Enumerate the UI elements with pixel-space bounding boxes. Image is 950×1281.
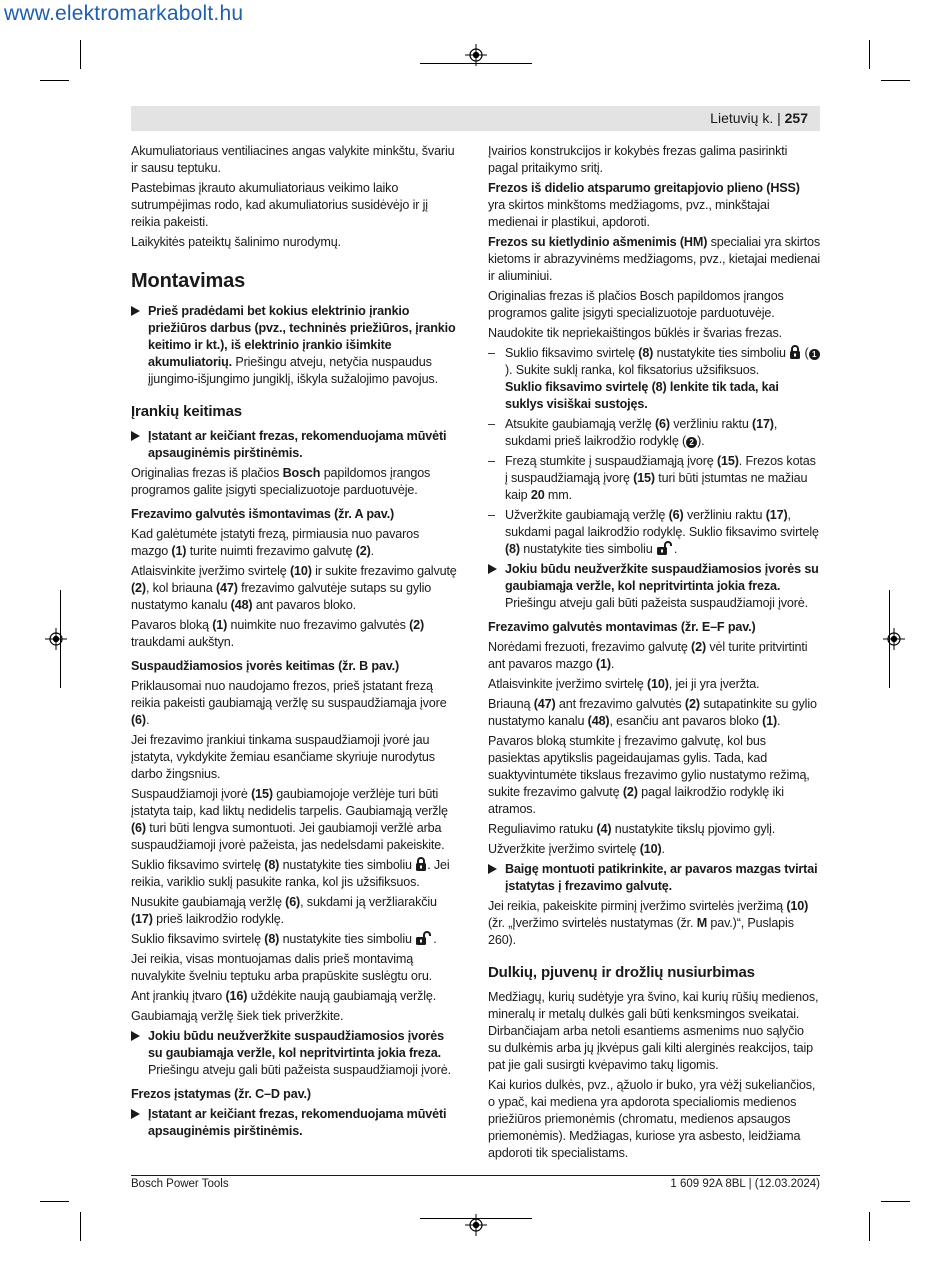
paragraph: Laikykitės pateiktų šalinimo nurodymų. (131, 235, 341, 249)
crop-mark (420, 1218, 532, 1219)
paragraph: Jei reikia, pakeiskite pirminį įveržimo svirtelės įveržimą (10) (žr. „Įveržimo svirtelės nustatymas (žr. M pav.)“, Puslapis 260). (488, 899, 809, 947)
bullet-triangle-icon (488, 564, 497, 574)
paragraph: Originalias frezas iš plačios Bosch papildomos įrangos programos galite įsigyti specializuotoje parduotuvėje. (131, 466, 431, 497)
subsection-heading: Dulkių, pjuvenų ir drožlių nusiurbimas (488, 964, 755, 981)
step-number-badge: 1 (809, 349, 820, 360)
paragraph: Norėdami frezuoti, frezavimo galvutę (2) vėl turite pritvirtinti ant pavaros mazgo (1). (488, 640, 808, 671)
paragraph: Naudokite tik nepriekaištingos būklės ir švarias frezas. (488, 326, 782, 340)
registration-mark-icon (883, 628, 905, 650)
crop-mark (40, 1201, 69, 1202)
paragraph: Pavaros bloką stumkite į frezavimo galvutę, kol bus pasiektas apytikslis pageidaujamas gylis. Tada, kad suaktyvintumėte tikslaus frezavimo gylio nustatymo režimą, sukite frezavimo galvutę (2) pagal laikrodžio rodyklę iki atramos. (488, 734, 810, 816)
paragraph: Medžiagų, kurių sudėtyje yra švino, kai kurių rūšių medienos, mineralų ir metalų dulkės gali būti kenksmingos sveikatai. Dirbančiajam arba netoli esantiems asmenims nuo sąlyčio su dulkėmis arba jų įkvėpus gali kilti alerginės reakcijos, taip pat jie gali susirgti kvėpavimo takų ligomis. (488, 990, 819, 1072)
lock-icon (789, 345, 801, 359)
paragraph: Pavaros bloką (1) nuimkite nuo frezavimo galvutės (2) traukdami aukštyn. (131, 618, 425, 649)
paragraph: Priklausomai nuo naudojamo frezos, prieš įstatant frezą reikia pakeisti gaubiamąją veržlę su suspaudžiamąja įvore (6). (131, 679, 447, 727)
warning-item: Įstatant ar keičiant frezas, rekomenduojama mūvėti apsauginėmis pirštinėmis. (131, 1106, 457, 1140)
paragraph: Užveržkite įveržimo svirtelę (10). (488, 842, 665, 856)
paragraph: Pastebimas įkrauto akumuliatoriaus veikimo laiko sutrumpėjimas rodo, kad akumuliatorius susidėvėjo ir jį reikia pakeisti. (131, 181, 428, 229)
paragraph: Frezos iš didelio atsparumo greitapjovio plieno (HSS) yra skirtos minkštoms medžiagoms, pvz., minkštajai medienai ir plastikui, apdoroti. (488, 181, 800, 229)
crop-mark (80, 1212, 81, 1241)
paragraph: Briauną (47) ant frezavimo galvutės (2) sutapatinkite su gylio nustatymo kanalu (48), esančiu ant pavaros bloko (1). (488, 697, 817, 728)
paragraph: Įvairios konstrukcijos ir kokybės frezas galima pasirinkti pagal pritaikymo sritį. (488, 144, 788, 175)
crop-mark (60, 590, 61, 688)
section-heading: Montavimas (131, 270, 246, 292)
paragraph: Suklio fiksavimo svirtelę (8) nustatykite ties simboliu . Jei reikia, variklio suklį pasukite ranka, kol jis užsifiksuos. (131, 858, 450, 889)
warning-item: Įstatant ar keičiant frezas, rekomenduojama mūvėti apsauginėmis pirštinėmis. (131, 428, 457, 462)
paragraph: Frezos su kietlydinio ašmenimis (HM) specialiai yra skirtos kietoms ir abrazyvinėms medžiagoms, pvz., kietajai medienai ir aliuminiui. (488, 235, 821, 283)
page-header: Lietuvių k. | 257 (710, 110, 808, 126)
header-section: Lietuvių k. (710, 110, 774, 126)
step-number-badge: 2 (686, 437, 697, 448)
unlock-icon (415, 931, 433, 945)
procedure-heading: Frezavimo galvutės montavimas (žr. E–F pav.) (488, 620, 756, 634)
bullet-triangle-icon (131, 1109, 140, 1119)
paragraph: Jei reikia, visas montuojamas dalis prieš montavimą nuvalykite švelniu teptuku arba prapūskite suslėgtu oru. (131, 952, 433, 983)
crop-mark (869, 40, 870, 69)
right-column (488, 143, 820, 1165)
procedure-heading: Suspaudžiamosios įvorės keitimas (žr. B pav.) (131, 659, 400, 673)
paragraph: Gaubiamąją veržlę šiek tiek priveržkite. (131, 1009, 344, 1023)
lock-icon (415, 857, 427, 871)
subsection-heading: Įrankių keitimas (131, 403, 242, 420)
footer-doc-id: 1 609 92A 8BL | (12.03.2024) (670, 1178, 820, 1190)
step-item: – Frezą stumkite į suspaudžiamąją įvorę (15). Frezos kotas į suspaudžiamąją įvorę (15) turi būti įstumtas ne mažiau kaip 20 mm. (488, 454, 816, 502)
paragraph: Kai kurios dulkės, pvz., ąžuolo ir buko, yra vėžį sukeliančios, o ypač, kai mediena yra apdorota specialiomis medienos priežiūros priemonėmis (chromatu, medienos apsaugos priemonėmis). Medžiagas, kuriose yra asbesto, leidžiama apdoroti tik specialistams. (488, 1078, 816, 1160)
procedure-heading: Frezavimo galvutės išmontavimas (žr. A pav.) (131, 507, 395, 521)
paragraph: Reguliavimo ratuku (4) nustatykite tikslų pjovimo gylį. (488, 822, 776, 836)
crop-mark (881, 1201, 910, 1202)
paragraph: Nusukite gaubiamąją veržlę (6), sukdami ją veržliarakčiu (17) prieš laikrodžio rodyklę. (131, 895, 437, 926)
bullet-triangle-icon (131, 431, 140, 441)
procedure-heading: Frezos įstatymas (žr. C–D pav.) (131, 1087, 311, 1101)
crop-mark (869, 1212, 870, 1241)
site-watermark[interactable]: www.elektromarkabolt.hu (4, 2, 244, 25)
crop-mark (420, 63, 532, 64)
crop-mark (40, 80, 69, 81)
registration-mark-icon (45, 628, 67, 650)
crop-mark (889, 590, 890, 688)
footer-rule (131, 1175, 820, 1176)
unlock-icon (656, 541, 674, 555)
footer-brand: Bosch Power Tools (131, 1178, 229, 1190)
paragraph: Kad galėtumėte įstatyti frezą, pirmiausia nuo pavaros mazgo (1) turite nuimti frezavimo galvutę (2). (131, 527, 420, 558)
warning-item: Baigę montuoti patikrinkite, ar pavaros mazgas tvirtai įstatytas į frezavimo galvutę. (488, 861, 820, 895)
warning-item: Jokiu būdu neužveržkite suspaudžiamosios įvorės su gaubiamąja veržle, kol nepritvirtinta jokia freza. Priešingu atveju gali būti pažeista suspaudžiamoji įvorė. (488, 561, 820, 612)
paragraph: Originalias frezas iš plačios Bosch papildomos įrangos programos galite įsigyti specializuotoje parduotuvėje. (488, 289, 784, 320)
page-number: 257 (784, 110, 808, 126)
paragraph: Suspaudžiamoji įvorė (15) gaubiamojoje veržlėje turi būti įstatyta taip, kad liktų nedidelis tarpelis. Gaubiamąją veržlę (6) turi būti lengva sumontuoti. Jei gaubiamoji veržlė arba suspaudžiamoji įvorė pažeista, jas nedelsdami pakeiskite. (131, 787, 448, 852)
paragraph: Jei frezavimo įrankiui tinkama suspaudžiamoji įvorė jau įstatyta, vykdykite žemiau esančiame skyriuje nurodytus darbo žingsnius. (131, 733, 435, 781)
left-column (131, 143, 457, 1143)
paragraph: Ant įrankių įtvaro (16) uždėkite naują gaubiamąją veržlę. (131, 989, 437, 1003)
bullet-triangle-icon (131, 1031, 140, 1041)
paragraph: Suklio fiksavimo svirtelę (8) nustatykite ties simboliu . (131, 932, 437, 946)
warning-item: Prieš pradėdami bet kokius elektrinio įrankio priežiūros darbus (pvz., techninės priežiūros, įrankio keitimo ir kt.), iš elektrinio įrankio išimkite akumuliatorių. Priešingu atveju, netyčia nuspaudus įjungimo-išjungimo jungiklį, iškyla sužalojimo pavojus. (131, 303, 457, 388)
crop-mark (80, 40, 81, 69)
bullet-triangle-icon (131, 306, 140, 316)
crop-mark (881, 80, 910, 81)
paragraph: Akumuliatoriaus ventiliacines angas valykite minkštu, švariu ir sausu teptuku. (131, 144, 455, 175)
warning-item: Jokiu būdu neužveržkite suspaudžiamosios įvorės su gaubiamąja veržle, kol nepritvirtinta jokia freza. Priešingu atveju gali būti pažeista suspaudžiamoji įvorė. (131, 1028, 457, 1079)
step-item: – Suklio fiksavimo svirtelę (8) nustatykite ties simboliu ( 1). Sukite suklį ranka, kol fiksatorius užsifiksuos. Suklio fiksavimo svirtelę (8) lenkite tik tada, kai suklys visiškai sustojęs. (488, 345, 820, 413)
step-item: – Užveržkite gaubiamąją veržlę (6) veržliniu raktu (17), sukdami pagal laikrodžio rodyklę. Suklio fiksavimo svirtelę (8) nustatykite ties simboliu . (488, 508, 819, 556)
step-item: – Atsukite gaubiamąją veržlę (6) veržliniu raktu (17), sukdami prieš laikrodžio rodyklę ( 2 ). (488, 417, 778, 448)
paragraph: Atlaisvinkite įveržimo svirtelę (10) ir sukite frezavimo galvutę (2), kol briauna (47) frezavimo galvutėje sutaps su gylio nustatymo kanalu (48) ant pavaros bloko. (131, 564, 457, 612)
bullet-triangle-icon (488, 864, 497, 874)
paragraph: Atlaisvinkite įveržimo svirtelę (10), jei ji yra įveržta. (488, 677, 760, 691)
